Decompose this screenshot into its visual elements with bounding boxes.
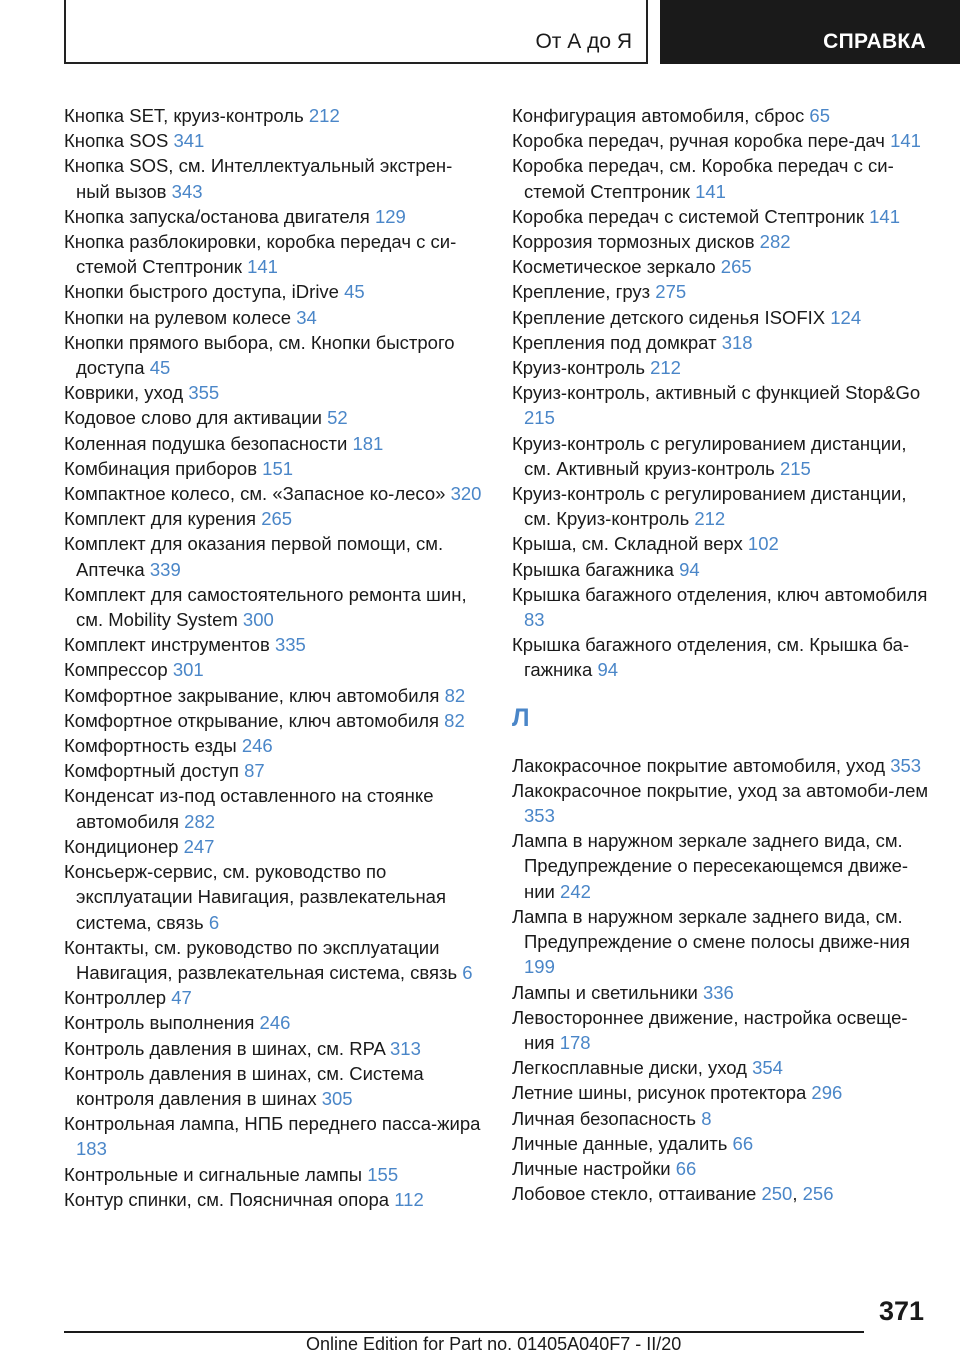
page-reference-link[interactable]: 6 (462, 961, 473, 983)
index-entry (64, 582, 484, 632)
index-entry (64, 657, 484, 682)
index-entry-term: Комфортность езды (64, 735, 242, 757)
page-reference-link[interactable]: 124 (830, 306, 862, 328)
index-entry (64, 708, 484, 733)
index-entry-term: Коленная подушка безопасности (64, 432, 353, 454)
index-entry-term: Контакты, см. руководство по эксплуатации Навигация, развлекательная система, связь (64, 936, 463, 983)
index-entry (64, 531, 484, 581)
index-entry-term: Лампы и светильники (512, 981, 703, 1003)
index-entry-term: Коробка передач с системой Стептроник (512, 205, 870, 227)
index-entry-term: Летние шины, рисунок протектора (512, 1082, 812, 1104)
index-entry (64, 632, 484, 657)
index-entry-term: Комфортное закрывание, ключ автомобиля (64, 684, 445, 706)
page-reference-link[interactable]: 320 (450, 483, 482, 505)
index-entry-term: Круиз-контроль, активный с функцией Stop&Go (512, 382, 921, 404)
page-reference-link[interactable]: 282 (759, 231, 791, 253)
index-entry-term: Кнопка разблокировки, коробка передач с си‐стемой Стептроник (64, 231, 457, 278)
page-reference-link[interactable]: 66 (732, 1132, 754, 1154)
chapter-label: СПРАВКА (823, 30, 926, 53)
page-reference-link[interactable]: 300 (242, 609, 274, 631)
page-reference-link[interactable]: 247 (183, 835, 215, 857)
page-reference-link[interactable]: 215 (524, 407, 555, 429)
page-reference-link[interactable]: 94 (679, 558, 700, 580)
page-reference-link[interactable]: 256 (802, 1183, 834, 1205)
index-entry (512, 355, 932, 380)
index-entry (512, 778, 932, 828)
index-entry-term: Косметическое зеркало (512, 256, 721, 278)
index-entry-term: Кнопки на рулевом колесе (64, 306, 297, 328)
index-entry (64, 305, 484, 330)
index-entry-term: Комплект для оказания первой помощи, см. Аптечка (64, 533, 444, 580)
index-entry-term: Лакокрасочное покрытие автомобиля, уход (512, 754, 891, 776)
index-entry-term: Кодовое слово для активации (64, 407, 328, 429)
index-entry (512, 1106, 932, 1131)
index-entry (64, 456, 484, 481)
page-reference-link[interactable]: 141 (695, 180, 726, 202)
index-entry-term: Консьерж-сервис, см. руководство по эксплуатации Навигация, развлекательная система, связь (64, 861, 446, 933)
page-reference-link[interactable]: 339 (149, 558, 181, 580)
index-entry (64, 683, 484, 708)
index-entry-term: Круиз-контроль (512, 357, 651, 379)
index-entry-term: Кнопка SOS, см. Интеллектуальный экстрен‐ный вызов (64, 155, 453, 202)
page-reference-link[interactable]: 47 (171, 987, 192, 1009)
index-entry (512, 305, 932, 330)
page-reference-link[interactable]: 66 (675, 1157, 697, 1179)
page-reference-link[interactable]: 250 (761, 1183, 793, 1205)
index-entry (64, 834, 484, 859)
index-entry (512, 980, 932, 1005)
page-reference-link[interactable]: 305 (321, 1087, 353, 1109)
page-reference-link[interactable]: 354 (752, 1057, 783, 1079)
index-column-left (64, 103, 484, 1212)
page-reference-link[interactable]: 212 (308, 105, 340, 126)
index-entry-term: Круиз-контроль с регулированием дистанции, см. Активный круиз-контроль (512, 432, 907, 479)
index-entry (64, 330, 484, 380)
index-entry-term: Коврики, уход (64, 382, 189, 404)
index-entry (64, 733, 484, 758)
chapter-tab[interactable] (660, 0, 960, 64)
index-entry-term: Лобовое стекло, оттаивание (512, 1183, 762, 1205)
page-reference-link[interactable]: 6 (208, 911, 220, 933)
index-entry-term: Коробка передач, см. Коробка передач с си‐стемой Стептроник (512, 155, 894, 202)
index-entry (512, 904, 932, 980)
index-entry-term: Контроль выполнения (64, 1012, 260, 1034)
index-entry-term: Легкосплавные диски, уход (512, 1057, 753, 1079)
page-reference-link[interactable]: 181 (352, 432, 384, 454)
index-entry-term: Крепление, груз (512, 281, 656, 303)
index-entry-term: Конфигурация автомобиля, сброс (512, 105, 810, 126)
page-reference-link[interactable]: 246 (241, 735, 273, 757)
page-reference-link[interactable]: 141 (869, 205, 901, 227)
page-reference-link[interactable]: 155 (367, 1163, 399, 1185)
index-entry (64, 380, 484, 405)
index-entry (512, 828, 932, 904)
page-reference-link[interactable]: 141 (247, 256, 278, 278)
page-reference-link[interactable]: 282 (184, 810, 216, 832)
index-entry (512, 431, 932, 481)
page-reference-link[interactable]: 65 (809, 105, 830, 126)
index-entry (512, 557, 932, 582)
index-entry-term: Крышка багажного отделения, ключ автомобиля (512, 583, 928, 605)
index-entry-term: Контрольные и сигнальные лампы (64, 1163, 368, 1185)
page-reference-link[interactable]: 275 (655, 281, 687, 303)
index-entry-term: Крышка багажника (512, 558, 680, 580)
index-entry (512, 531, 932, 556)
index-entry-term: Личные настройки (512, 1157, 676, 1179)
index-entry-term: Контроллер (64, 987, 172, 1009)
index-entry-term: Кондиционер (64, 835, 184, 857)
footer-edition-text: Online Edition for Part no. 01405A040F7 - II/20 (306, 1334, 682, 1354)
index-entry-term: Компрессор (64, 659, 173, 681)
index-entry (512, 1156, 932, 1181)
page-reference-link[interactable]: 183 (76, 1138, 107, 1160)
page-reference-link[interactable]: 94 (597, 659, 619, 681)
page-reference-link[interactable]: 87 (244, 760, 265, 782)
index-entry (512, 753, 932, 778)
index-entry-term: Контур спинки, см. Поясничная опора (64, 1188, 395, 1210)
index-entry-term: Лампа в наружном зеркале заднего вида, см. Предупреждение о смене полосы движе‐ния (512, 905, 910, 953)
index-entry (512, 1131, 932, 1156)
index-entry (512, 1181, 932, 1206)
page-reference-link[interactable]: 34 (296, 306, 317, 328)
index-entry-term: Личные данные, удалить (512, 1132, 733, 1154)
page-reference-link[interactable]: 83 (524, 609, 545, 631)
index-entry-term: Кнопки прямого выбора, см. Кнопки быстрого доступа (64, 331, 455, 379)
page-reference-link[interactable]: 112 (394, 1188, 424, 1210)
index-entry (64, 506, 484, 531)
index-entry-term: Комфортный доступ (64, 760, 245, 782)
index-entry-term: Кнопки быстрого доступа, iDrive (64, 281, 345, 303)
index-entry-term: Комбинация приборов (64, 457, 263, 479)
page-reference-link[interactable]: 336 (702, 981, 734, 1003)
index-entry-term: Компактное колесо, см. «Запасное ко‐лесо» (64, 483, 451, 505)
index-entry (64, 1010, 484, 1035)
index-entry (64, 431, 484, 456)
footer-divider (64, 1331, 864, 1333)
index-entry (64, 103, 484, 128)
index-entry-term: Контроль давления в шинах, см. RPA (64, 1037, 390, 1059)
index-entry (512, 481, 932, 531)
page-reference-link[interactable]: 102 (747, 533, 779, 555)
index-entry (512, 254, 932, 279)
index-entry (64, 229, 484, 279)
index-entry-term: Комплект для самостоятельного ремонта шин, см. Mobility System (64, 583, 467, 631)
page-reference-link[interactable]: 82 (444, 684, 466, 706)
index-entry-term: Лакокрасочное покрытие, уход за автомоби‐лем (512, 779, 929, 801)
index-entry (64, 985, 484, 1010)
page-reference-link[interactable]: 353 (524, 805, 555, 827)
index-group-l (512, 753, 932, 1207)
index-entry (64, 1036, 484, 1061)
page-reference-link[interactable]: 242 (560, 880, 591, 902)
page-reference-link[interactable]: 45 (149, 357, 171, 379)
index-entry-term: Личная безопасность (512, 1107, 702, 1129)
page-reference-link[interactable]: 52 (327, 407, 348, 429)
index-entry (64, 859, 484, 935)
index-entry-term: Кнопка SOS (64, 130, 174, 152)
page-reference-link[interactable]: 246 (259, 1012, 291, 1034)
page-reference-link[interactable]: 265 (720, 256, 752, 278)
index-entry (64, 1162, 484, 1187)
index-entry (512, 279, 932, 304)
index-entry-term: Лампа в наружном зеркале заднего вида, см. Предупреждение о пересекающемся движе‐нии (512, 830, 909, 902)
index-entry (512, 1055, 932, 1080)
index-entry-term: Крыша, см. Складной верх (512, 533, 748, 555)
index-entry (64, 1111, 484, 1161)
page-reference-link[interactable]: 343 (171, 180, 203, 202)
index-entry (512, 1005, 932, 1055)
section-label: От А до Я (535, 30, 632, 53)
index-entry (64, 758, 484, 783)
index-entry (512, 330, 932, 355)
page-reference-link[interactable]: 178 (559, 1031, 591, 1053)
index-entry (64, 935, 484, 985)
page-reference-link[interactable]: 301 (172, 659, 204, 681)
page-reference-link[interactable]: 313 (390, 1037, 421, 1059)
index-entry-term: Кнопка SET, круиз-контроль (64, 105, 309, 126)
index-entry (512, 153, 932, 203)
index-entry (64, 128, 484, 153)
index-entry-term: Комплект для курения (64, 508, 262, 530)
page-reference-link[interactable]: 341 (173, 130, 205, 152)
index-entry (64, 1061, 484, 1111)
index-entry (64, 405, 484, 430)
index-entry (64, 481, 484, 506)
index-entry (64, 783, 484, 833)
index-entry-term: Коробка передач, ручная коробка пере‐дач (512, 130, 891, 152)
index-group-k (512, 103, 932, 683)
index-column-right (512, 103, 932, 1206)
page-reference-link[interactable]: 199 (524, 956, 555, 978)
page-reference-link[interactable]: 82 (444, 709, 465, 731)
section-tab[interactable] (64, 0, 648, 64)
index-entry-term: Коррозия тормозных дисков (512, 231, 760, 253)
page-reference-link[interactable]: 212 (650, 357, 681, 379)
index-entry (64, 204, 484, 229)
page-reference-link[interactable]: 353 (890, 754, 922, 776)
page-reference-link[interactable]: 151 (262, 457, 294, 479)
page-reference-link[interactable]: 129 (374, 205, 406, 227)
index-entry-term: Комплект инструментов (64, 634, 275, 656)
index-entry (512, 582, 932, 632)
index-entry-term: Конденсат из-под оставленного на стоянке автомобиля (64, 785, 434, 832)
page-number: 371 (878, 1296, 924, 1326)
index-entry-term: Крышка багажного отделения, см. Крышка ба‐гажника (512, 634, 910, 681)
page-reference-link[interactable]: 141 (890, 130, 921, 152)
index-entry-term: Левостороннее движение, настройка освеще‐ния (512, 1006, 908, 1053)
index-entry (64, 279, 484, 304)
index-entry-term: Контрольная лампа, НПБ переднего пасса‐жира (64, 1113, 481, 1135)
index-entry-term: Контроль давления в шинах, см. Система контроля давления в шинах (64, 1062, 424, 1109)
index-entry (512, 229, 932, 254)
page-reference-link[interactable]: 318 (721, 331, 753, 353)
index-entry-term: Кнопка запуска/останова двигателя (64, 205, 375, 227)
index-entry (64, 153, 484, 203)
ref-separator: , (792, 1183, 803, 1205)
page-reference-link[interactable]: 335 (274, 634, 306, 656)
index-letter-heading: Л (512, 703, 530, 732)
index-entry (512, 128, 932, 153)
index-entry (512, 1080, 932, 1105)
index-entry-term: Комфортное открывание, ключ автомобиля (64, 709, 445, 731)
page-reference-link[interactable]: 212 (694, 508, 726, 530)
index-entry (512, 204, 932, 229)
index-entry (512, 632, 932, 682)
index-entry-term: Крепления под домкрат (512, 331, 722, 353)
index-entry (512, 380, 932, 430)
page-reference-link[interactable]: 45 (344, 281, 365, 303)
page-reference-link[interactable]: 265 (261, 508, 293, 530)
index-entry-term: Круиз-контроль с регулированием дистанции, см. Круиз-контроль (512, 483, 907, 530)
page-reference-link[interactable]: 8 (701, 1107, 712, 1129)
page-reference-link[interactable]: 355 (188, 382, 220, 404)
index-entry (64, 1187, 484, 1212)
index-entry-term: Крепление детского сиденья ISOFIX (512, 306, 831, 328)
page-reference-link[interactable]: 215 (779, 457, 811, 479)
index-entry (512, 103, 932, 128)
page-reference-link[interactable]: 296 (811, 1082, 843, 1104)
